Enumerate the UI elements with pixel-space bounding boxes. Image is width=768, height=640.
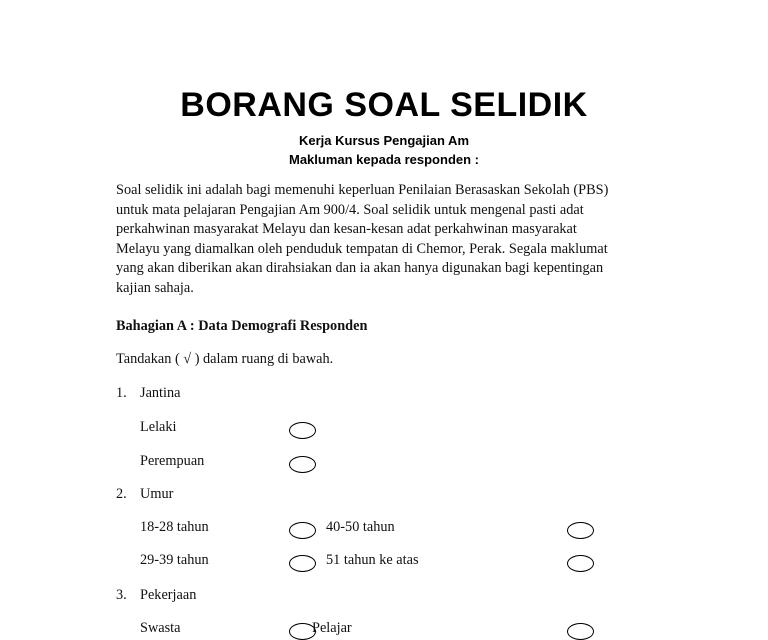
option-lelaki-checkbox[interactable]	[289, 422, 316, 439]
intro-line: Melayu yang diamalkan oleh penduduk tempatan di Chemor, Perak. Segala maklumat	[116, 240, 608, 257]
option-perempuan-checkbox[interactable]	[289, 456, 316, 473]
option-pelajar-label: Pelajar	[312, 620, 352, 636]
page-title: BORANG SOAL SELIDIK	[180, 86, 588, 124]
question-3-number: 3.	[116, 587, 127, 603]
option-18-28-checkbox[interactable]	[289, 522, 316, 539]
intro-line: perkahwinan masyarakat Melayu dan kesan-kesan adat perkahwinan masyarakat	[116, 221, 577, 237]
intro-line: Soal selidik ini adalah bagi memenuhi keperluan Penilaian Berasaskan Sekolah (PBS)	[116, 182, 609, 198]
intro-line: untuk mata pelajaran Pengajian Am 900/4. Soal selidik untuk mengenal pasti adat	[116, 201, 584, 218]
option-40-50-checkbox[interactable]	[567, 522, 594, 539]
option-29-39-label: 29-39 tahun	[140, 552, 209, 568]
option-perempuan-label: Perempuan	[140, 453, 205, 469]
option-pelajar-checkbox[interactable]	[567, 623, 594, 640]
question-2-label: Umur	[140, 486, 174, 502]
option-51-plus-checkbox[interactable]	[567, 555, 594, 572]
question-1-label: Jantina	[140, 385, 181, 401]
subtitle-notice: Makluman kepada responden :	[289, 152, 479, 167]
option-51-plus-label: 51 tahun ke atas	[326, 552, 419, 568]
option-lelaki-label: Lelaki	[140, 419, 177, 435]
subtitle-course: Kerja Kursus Pengajian Am	[298, 133, 469, 148]
intro-line: kajian sahaja.	[116, 279, 194, 296]
intro-line: yang akan diberikan akan dirahsiakan dan ia akan hanya digunakan bagi kepentingan	[116, 260, 604, 276]
intro-paragraph	[116, 181, 661, 298]
question-3-label: Pekerjaan	[140, 587, 197, 603]
instruction-text: Tandakan ( √ ) dalam ruang di bawah.	[116, 351, 334, 367]
option-40-50-label: 40-50 tahun	[326, 519, 395, 535]
question-2-number: 2.	[116, 486, 127, 502]
option-18-28-label: 18-28 tahun	[140, 519, 209, 535]
section-a-heading: Bahagian A : Data Demografi Responden	[116, 318, 368, 334]
option-29-39-checkbox[interactable]	[289, 555, 316, 572]
option-swasta-label: Swasta	[140, 620, 181, 636]
question-1-number: 1.	[116, 385, 127, 401]
